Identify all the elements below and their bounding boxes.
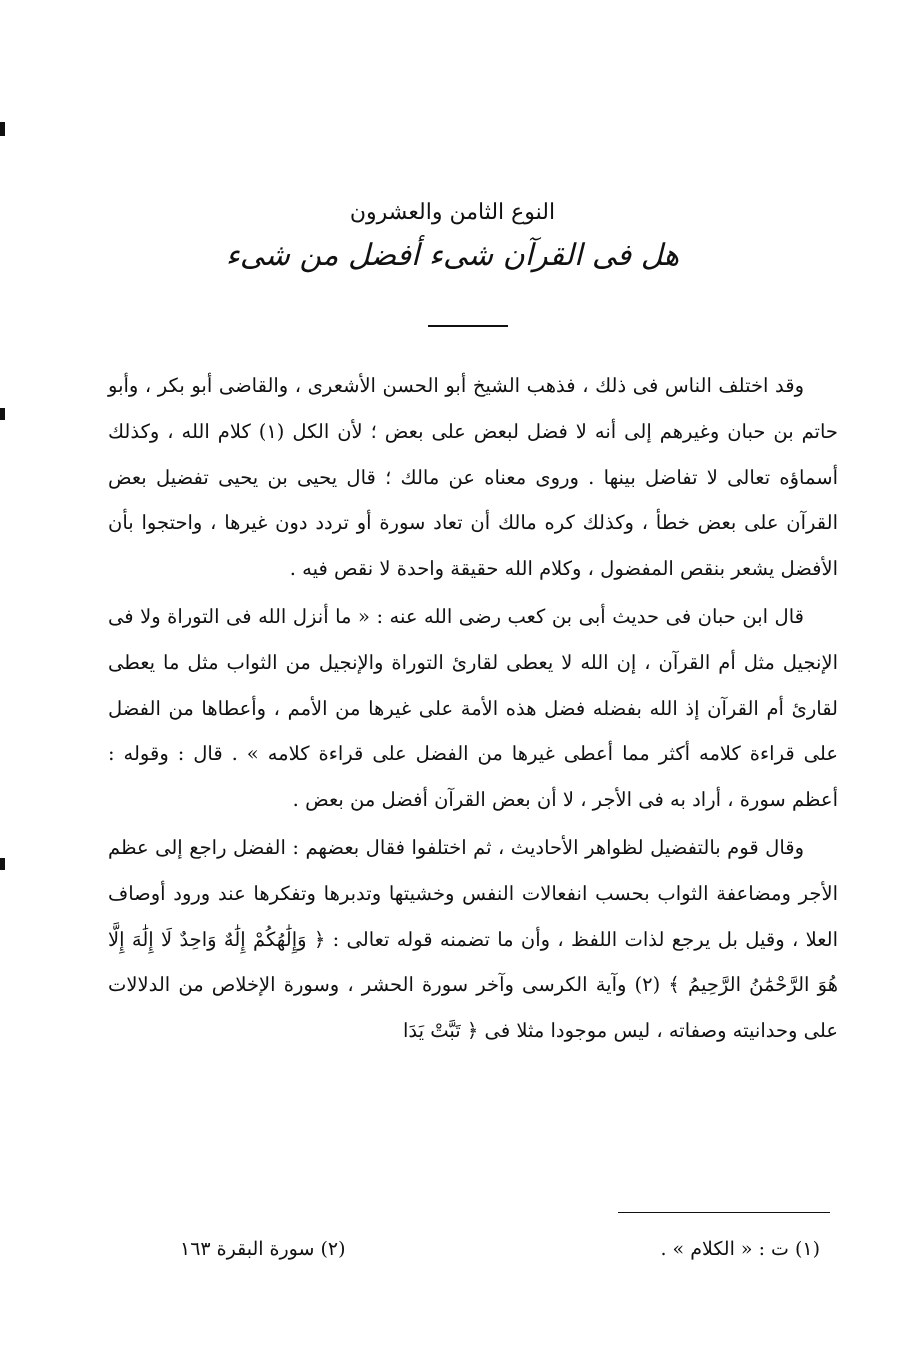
margin-mark: [0, 408, 5, 420]
paragraph: قال ابن حبان فى حديث أبى بن كعب رضى الله عنه : « ما أنزل الله فى التوراة ولا فى الإنجيل مثل أم القرآن ، إن الله لا يعطى لقارئ التوراة والإنجيل من الثواب مثل ما يعطى لقارئ أم القرآن إذ الله بفضله فضل هذه الأمة على غيرها من الأمم ، وأعطاها من الفضل على قراءة كلامه أكثر مما أعطى غيرها من الفضل على قراءة كلامه » . قال : وقوله : أعظم سورة ، أراد به فى الأجر ، لا أن بعض القرآن أفضل من بعض .: [108, 604, 838, 812]
margin-mark: [0, 858, 5, 870]
margin-mark: [0, 122, 5, 136]
paragraph: وقال قوم بالتفضيل لظواهر الأحاديث ، ثم اختلفوا فقال بعضهم : الفضل راجع إلى عظم الأجر ومضاعفة الثواب بحسب انفعالات النفس وخشيتها وتدبرها وتفكرها عند ورود أوصاف العلا ، وقيل بل يرجع لذات اللفظ ، وأن ما تضمنه قوله تعالى : ﴿ وَإِلَٰهُكُمْ إِلَٰهٌ وَاحِدٌ لَا إِلَٰهَ إِلَّا هُوَ الرَّحْمَٰنُ الرَّحِيمُ ﴾ (٢) وآية الكرسى وآخر سورة الحشر ، وسورة الإخلاص من الدلالات على وحدانيته وصفاته ، ليس موجودا مثلا فى ﴿ تَبَّتْ يَدَا: [108, 835, 838, 1043]
title-divider: [428, 325, 508, 327]
footnote-1: (١) ت : « الكلام » .: [660, 1238, 820, 1260]
chapter-title: هل فى القرآن شىء أفضل من شىء: [225, 238, 680, 273]
footnote-2: (٢) سورة البقرة ١٦٣: [180, 1238, 346, 1260]
chapter-label: النوع الثامن والعشرون: [349, 200, 556, 225]
footnote-divider: [618, 1212, 830, 1213]
body-text: [108, 363, 838, 1054]
footnotes: [180, 1238, 820, 1260]
paragraph: وقد اختلف الناس فى ذلك ، فذهب الشيخ أبو الحسن الأشعرى ، والقاضى أبو بكر ، وأبو حاتم بن حبان وغيرهم إلى أنه لا فضل لبعض على بعض ؛ لأن الكل (١) كلام الله ، وكذلك أسماؤه تعالى لا تفاضل بينها . وروى معناه عن مالك ؛ قال يحيى بن يحيى تفضيل بعض القرآن على بعض خطأ ، وكذلك كره مالك أن تعاد سورة أو تردد دون غيرها ، واحتجوا بأن الأفضل يشعر بنقص المفضول ، وكلام الله حقيقة واحدة لا نقص فيه .: [108, 374, 838, 581]
